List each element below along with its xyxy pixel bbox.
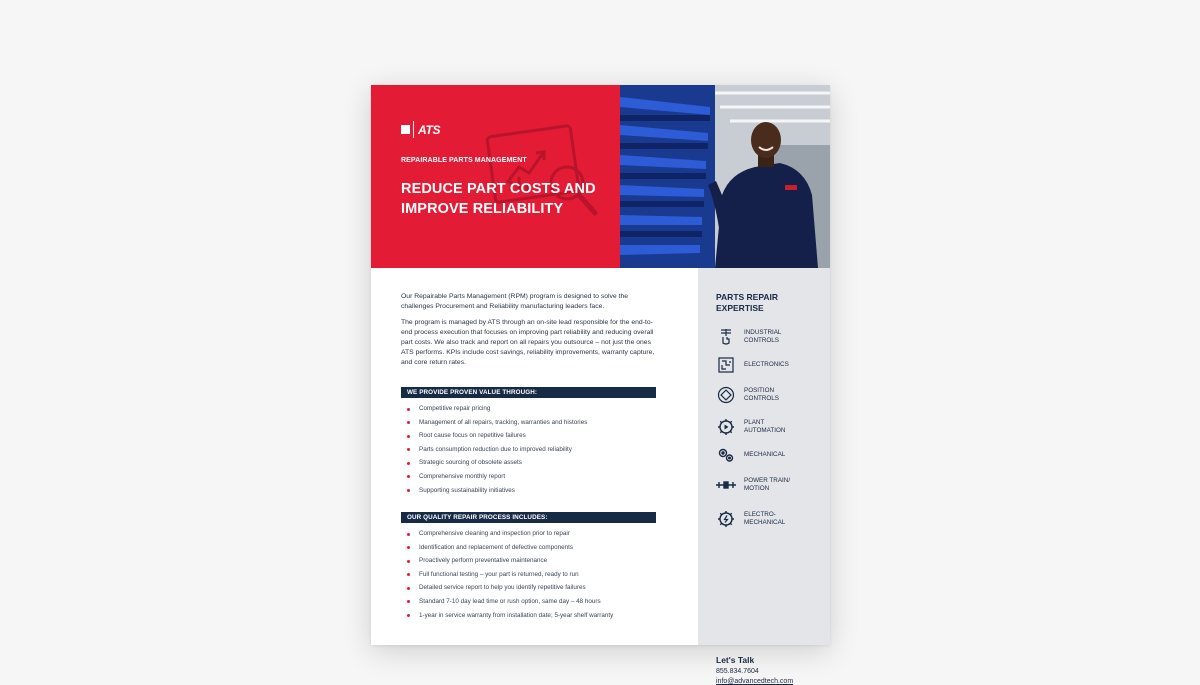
list-item: Management of all repairs, tracking, warranties and histories (407, 419, 657, 433)
hero-photo (620, 85, 830, 268)
list-item: Comprehensive monthly report (407, 473, 657, 487)
value-list (407, 405, 657, 500)
hero-banner (371, 85, 620, 268)
list-item: Supporting sustainability initiatives (407, 487, 657, 501)
list-item: 1-year in service warranty from installation date; 5-year shelf warranty (407, 612, 657, 626)
intro-text (401, 292, 659, 368)
contact-phone[interactable]: 855.834.7604 (716, 668, 759, 675)
gear-play-icon (716, 417, 736, 437)
list-item: Standard 7-10 day lead time or rush option, same day – 48 hours (407, 598, 657, 612)
gears-icon (716, 445, 736, 465)
quality-list (407, 530, 657, 625)
expertise-plant-automation: PLANT AUTOMATION (716, 416, 826, 438)
expertise-electro-mechanical: ELECTRO- MECHANICAL (716, 508, 826, 530)
list-item: Root cause focus on repetitive failures (407, 432, 657, 446)
expertise-mechanical: MECHANICAL (716, 444, 826, 466)
contact-email-link[interactable]: info@advancedtech.com (716, 678, 794, 685)
power-train-icon (716, 475, 736, 495)
brochure-page (371, 85, 830, 685)
expertise-sidebar (698, 268, 830, 685)
eyebrow-text: REPAIRABLE PARTS MANAGEMENT (401, 157, 527, 164)
ats-logo: ATS (401, 121, 440, 138)
list-item: Proactively perform preventative maintenance (407, 557, 657, 571)
technician-photo (620, 85, 830, 268)
list-item: Parts consumption reduction due to improved reliability (407, 446, 657, 460)
list-item: Detailed service report to help you identify repetitive failures (407, 584, 657, 598)
position-control-icon (716, 385, 736, 405)
expertise-position-controls: POSITION CONTROLS (716, 384, 826, 406)
list-item: Comprehensive cleaning and inspection prior to repair (407, 530, 657, 544)
list-item: Competitive repair pricing (407, 405, 657, 419)
expertise-electronics: ELECTRONICS (716, 354, 826, 376)
expertise-power-train: POWER TRAIN/ MOTION (716, 474, 826, 496)
industrial-controls-icon (716, 327, 736, 347)
page-title: REDUCE PART COSTS AND IMPROVE RELIABILITY (401, 181, 596, 217)
contact-heading: Let's Talk (716, 655, 755, 665)
electro-gear-icon (716, 509, 736, 529)
list-item: Strategic sourcing of obsolete assets (407, 459, 657, 473)
intro-paragraph-2: The program is managed by ATS through an on-site lead responsible for the end-to-end process execution that focuses on improving part reliability and reducing overall part costs. We also track and report on all repairs you outsource – not just the ones ATS performs. KPIs include cost savings, reliability improvements, warranty capture, and core return rates. (401, 319, 655, 366)
quality-section-heading: OUR QUALITY REPAIR PROCESS INCLUDES: (401, 512, 656, 523)
intro-paragraph-1: Our Repairable Parts Management (RPM) program is designed to solve the challenges Procurement and Reliability manufacturing leaders face. (401, 293, 629, 310)
circuit-board-icon (716, 355, 736, 375)
value-section-heading: WE PROVIDE PROVEN VALUE THROUGH: (401, 387, 656, 398)
expertise-industrial-controls: INDUSTRIAL CONTROLS (716, 326, 826, 348)
list-item: Identification and replacement of defective components (407, 544, 657, 558)
list-item: Full functional testing – your part is returned, ready to run (407, 571, 657, 585)
sidebar-title: PARTS REPAIR EXPERTISE (716, 292, 779, 313)
